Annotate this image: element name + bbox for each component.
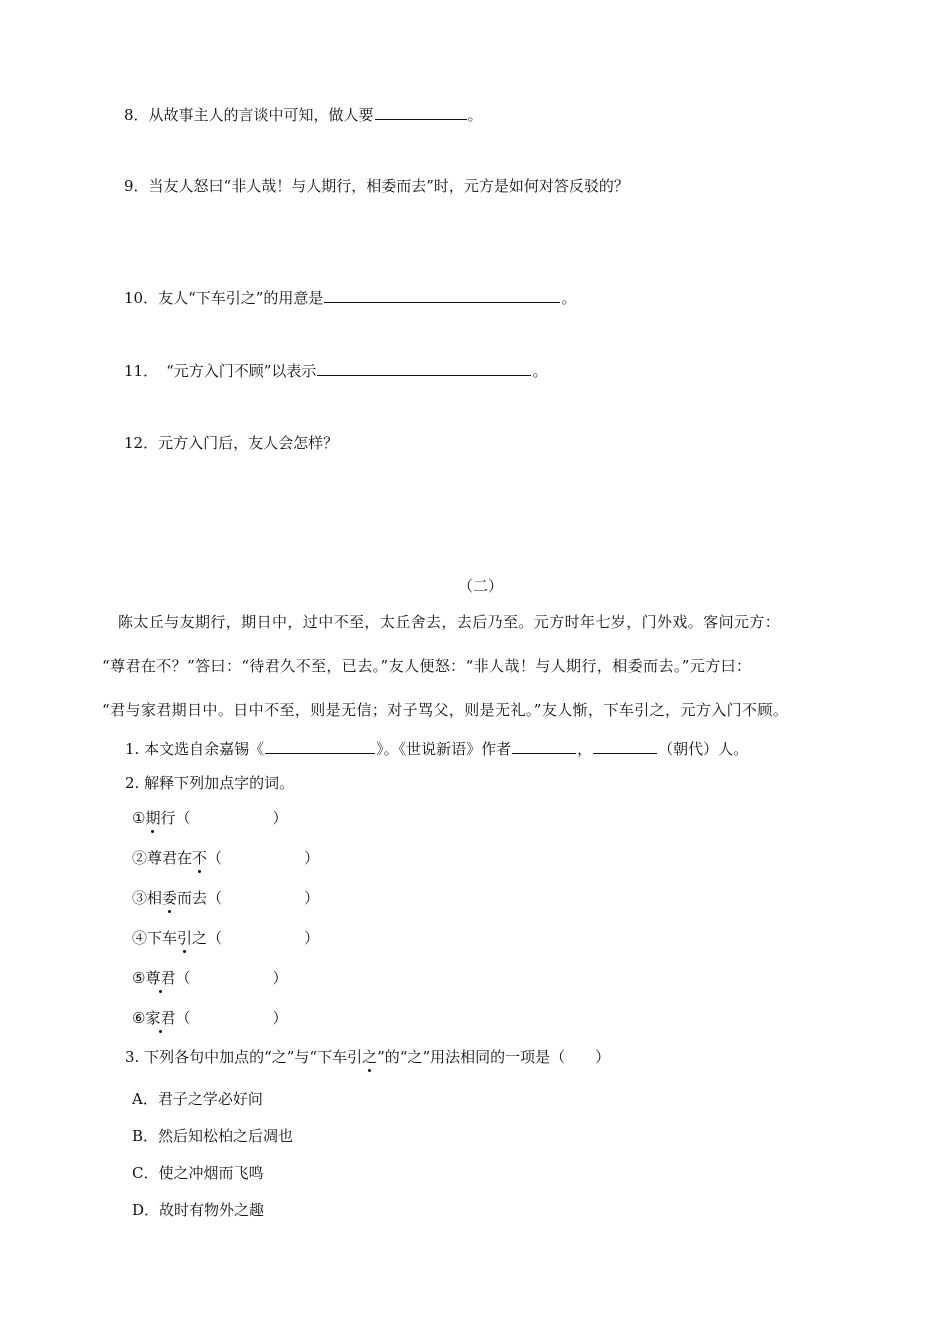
paren-open: （ <box>207 929 223 947</box>
definition-item <box>132 808 288 828</box>
book-title-blank[interactable] <box>265 737 375 754</box>
dotted-char: 委 <box>162 889 178 907</box>
dotted-char: 引 <box>177 929 193 947</box>
paren-open: （ <box>175 809 191 827</box>
item-text-pre: 相 <box>147 889 163 907</box>
question-2-stem: 2. 解释下列加点字的词。 <box>125 774 295 792</box>
answer-blank[interactable] <box>375 103 467 120</box>
question-3-stem: 3. 下列各句中加点的“之”与“下车引之”的“之”用法相同的一项是（ ） <box>125 1048 611 1066</box>
definition-item <box>132 888 319 908</box>
item-number: ④ <box>132 929 148 947</box>
dotted-char: 不 <box>192 849 208 867</box>
item-text-pre: 尊君在 <box>147 849 193 867</box>
option-c[interactable]: C．使之冲烟而飞鸣 <box>132 1164 264 1182</box>
dotted-char: 期 <box>145 809 161 827</box>
dynasty-blank[interactable] <box>593 737 657 754</box>
definition-item <box>132 968 288 988</box>
item-text-post: 而去 <box>177 889 208 907</box>
author-blank[interactable] <box>512 737 576 754</box>
passage-line-3: “君与家君期日中。日中不至，则是无信；对子骂父，则是无礼。”友人惭，下车引之，元方入门不顾。 <box>102 701 789 719</box>
option-b[interactable]: B．然后知松柏之后凋也 <box>132 1127 294 1145</box>
passage-line-1: 陈太丘与友期行，期日中，过中不至，太丘舍去，去后乃至。元方时年七岁，门外戏。客问元方： <box>118 613 781 631</box>
paren-close: ） <box>272 809 288 827</box>
paren-close: ） <box>304 889 320 907</box>
dotted-char: 尊君 <box>145 969 176 987</box>
option-d[interactable]: D．故时有物外之趣 <box>132 1201 265 1219</box>
question-9: 9．当友人怒曰“非人哉！与人期行，相委而去”时，元方是如何对答反驳的？ <box>124 177 629 195</box>
item-number: ③ <box>132 889 148 907</box>
definition-item <box>132 848 319 868</box>
option-a[interactable]: A．君子之学必好问 <box>132 1090 263 1108</box>
question-10: 10．友人“下车引之”的用意是 。 <box>124 286 576 308</box>
paren-close: ） <box>304 849 320 867</box>
dotted-char: 之 <box>362 1048 378 1066</box>
paren-close: ） <box>272 969 288 987</box>
passage-line-2: “尊君在不？”答曰：“待君久不至，已去。”友人便怒：“非人哉！与人期行，相委而去。”元方曰： <box>102 657 752 675</box>
paren-open: （ <box>175 1009 191 1027</box>
paren-open: （ <box>175 969 191 987</box>
section-heading: （二） <box>458 577 504 595</box>
paren-close: ） <box>272 1009 288 1027</box>
dotted-char: 家君 <box>145 1009 176 1027</box>
answer-blank[interactable] <box>324 286 560 303</box>
item-number: ⑤ <box>132 969 146 987</box>
item-number: ⑥ <box>132 1009 146 1027</box>
item-text-post: 行 <box>160 809 176 827</box>
item-text-pre: 下车 <box>147 929 178 947</box>
question-1: 1. 本文选自余嘉锡《 》。《世说新语》作者 ， （朝代）人。 <box>125 737 748 759</box>
item-text-post: 之 <box>192 929 208 947</box>
paren-open: （ <box>207 849 223 867</box>
paren-open: （ <box>207 889 223 907</box>
paren-close: ） <box>304 929 320 947</box>
question-12: 12．元方入门后，友人会怎样？ <box>124 434 339 452</box>
question-11: 11． “元方入门不顾”以表示 。 <box>124 359 547 381</box>
definition-item <box>132 1008 288 1028</box>
answer-blank[interactable] <box>317 359 531 376</box>
item-number: ② <box>132 849 148 867</box>
item-number: ① <box>132 809 146 827</box>
definition-item <box>132 928 319 948</box>
question-8: 8．从故事主人的言谈中可知，做人要 。 <box>124 103 483 125</box>
